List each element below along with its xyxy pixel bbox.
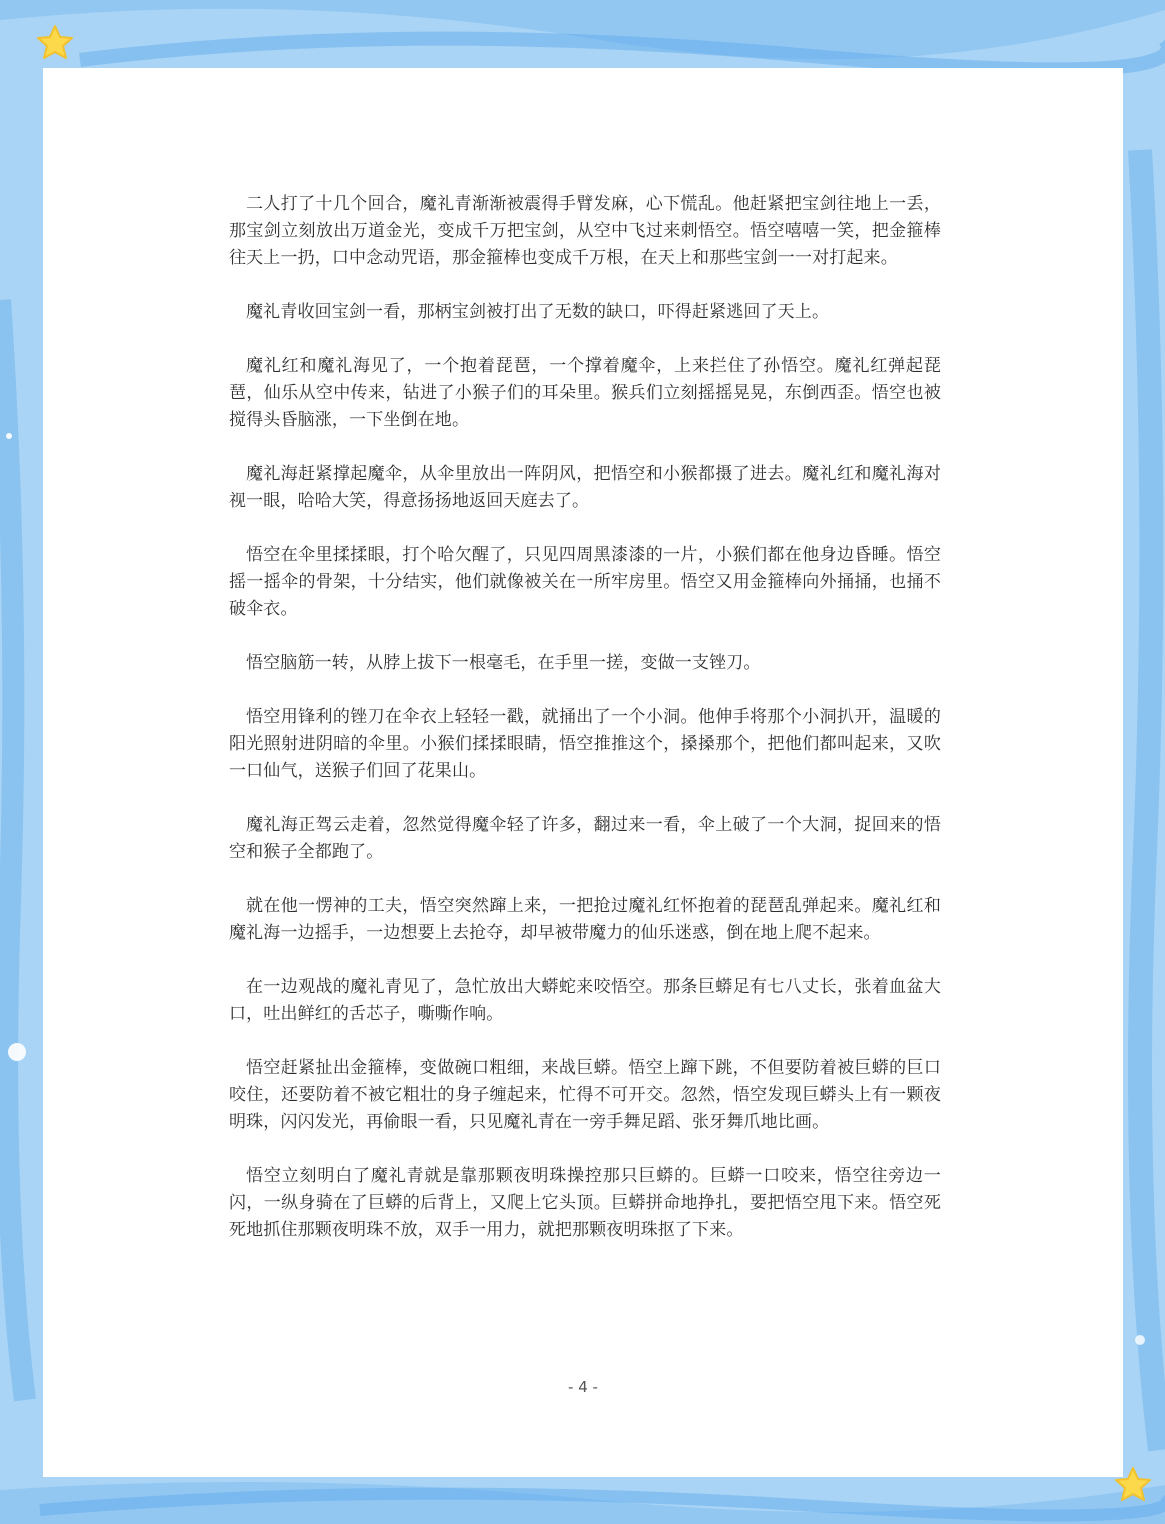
page-number: - 4 - bbox=[568, 1378, 598, 1396]
paragraph: 在一边观战的魔礼青见了，急忙放出大蟒蛇来咬悟空。那条巨蟒足有七八丈长，张着血盆大口，吐出鲜红的舌芯子，嘶嘶作响。 bbox=[229, 977, 941, 1024]
story-text bbox=[229, 191, 941, 1271]
paragraph: 魔礼海正驾云走着，忽然觉得魔伞轻了许多，翻过来一看，伞上破了一个大洞，捉回来的悟空和猴子全都跑了。 bbox=[229, 815, 941, 862]
paragraph: 二人打了十几个回合，魔礼青渐渐被震得手臂发麻，心下慌乱。他赶紧把宝剑往地上一丢，那宝剑立刻放出万道金光，变成千万把宝剑，从空中飞过来刺悟空。悟空嘻嘻一笑，把金箍棒往天上一扔，口中念动咒语，那金箍棒也变成千万根，在天上和那些宝剑一一对打起来。 bbox=[229, 194, 941, 268]
paragraph: 悟空用锋利的锉刀在伞衣上轻轻一戳，就捅出了一个小洞。他伸手将那个小洞扒开，温暖的阳光照射进阴暗的伞里。小猴们揉揉眼睛，悟空推推这个，搡搡那个，把他们都叫起来，又吹一口仙气，送猴子们回了花果山。 bbox=[229, 707, 941, 781]
paragraph: 悟空在伞里揉揉眼，打个哈欠醒了，只见四周黑漆漆的一片，小猴们都在他身边昏睡。悟空摇一摇伞的骨架，十分结实，他们就像被关在一所牢房里。悟空又用金箍棒向外捅捅，也捅不破伞衣。 bbox=[229, 545, 941, 619]
paragraph: 悟空脑筋一转，从脖上拔下一根毫毛，在手里一搓，变做一支锉刀。 bbox=[246, 653, 761, 673]
paragraph: 就在他一愣神的工夫，悟空突然蹿上来，一把抢过魔礼红怀抱着的琵琶乱弹起来。魔礼红和魔礼海一边摇手，一边想要上去抢夺，却早被带魔力的仙乐迷惑，倒在地上爬不起来。 bbox=[229, 896, 941, 943]
paragraph: 魔礼红和魔礼海见了，一个抱着琵琶，一个撑着魔伞，上来拦住了孙悟空。魔礼红弹起琵琶，仙乐从空中传来，钻进了小猴子们的耳朵里。猴兵们立刻摇摇晃晃，东倒西歪。悟空也被搅得头昏脑涨，一下坐倒在地。 bbox=[229, 356, 941, 430]
paragraph: 悟空赶紧扯出金箍棒，变做碗口粗细，来战巨蟒。悟空上蹿下跳，不但要防着被巨蟒的巨口咬住，还要防着不被它粗壮的身子缠起来，忙得不可开交。忽然，悟空发现巨蟒头上有一颗夜明珠，闪闪发光，再偷眼一看，只见魔礼青在一旁手舞足蹈、张牙舞爪地比画。 bbox=[229, 1058, 941, 1132]
paragraph: 魔礼青收回宝剑一看，那柄宝剑被打出了无数的缺口，吓得赶紧逃回了天上。 bbox=[246, 302, 830, 322]
paragraph: 魔礼海赶紧撑起魔伞，从伞里放出一阵阴风，把悟空和小猴都摄了进去。魔礼红和魔礼海对视一眼，哈哈大笑，得意扬扬地返回天庭去了。 bbox=[229, 464, 941, 511]
paragraph: 悟空立刻明白了魔礼青就是靠那颗夜明珠操控那只巨蟒的。巨蟒一口咬来，悟空往旁边一闪，一纵身骑在了巨蟒的后背上，又爬上它头顶。巨蟒拼命地挣扎，要把悟空甩下来。悟空死死地抓住那颗夜明珠不放，双手一用力，就把那颗夜明珠抠了下来。 bbox=[229, 1166, 941, 1240]
star-icon bbox=[35, 24, 75, 62]
document-page bbox=[43, 68, 1123, 1477]
